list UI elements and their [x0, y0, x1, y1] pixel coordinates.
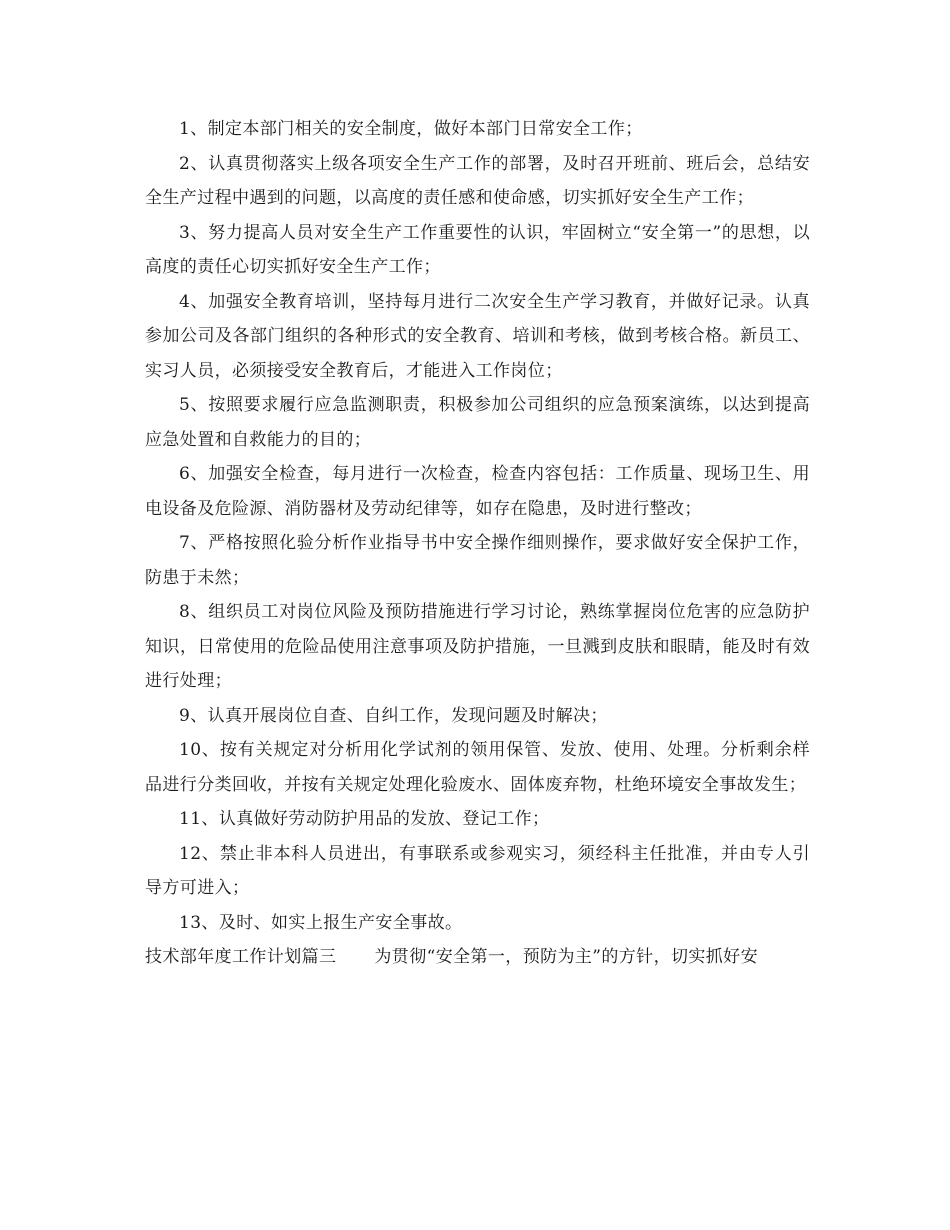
section-heading: 技术部年度工作计划篇三: [145, 947, 337, 967]
paragraph-9: 9、认真开展岗位自查、自纠工作，发现问题及时解决；: [179, 705, 608, 726]
paragraph-11: 11、认真做好劳动防护用品的发放、登记工作；: [179, 809, 550, 829]
paragraph-6: 6、加强安全检查，每月进行一次检查，检查内容包括：工作质量、现场卫生、用电设备及危险源、消防器材及劳动纪律等，如存在隐患，及时进行整改；: [145, 464, 810, 519]
section-lead-text: 为贯彻“安全第一，预防为主”的方针，切实抓好安: [374, 947, 758, 967]
paragraph-13: 13、及时、如实上报生产安全事故。: [179, 912, 463, 933]
paragraph-3: 3、努力提高人员对安全生产工作重要性的认识，牢固树立“安全第一”的思想，以高度的责任心切实抓好安全生产工作；: [145, 222, 810, 277]
paragraph-8: 8、组织员工对岗位风险及预防措施进行学习讨论，熟练掌握岗位危害的应急防护知识，日常使用的危险品使用注意事项及防护措施，一旦溅到皮肤和眼睛，能及时有效进行处理；: [145, 602, 810, 691]
paragraph-10: 10、按有关规定对分析用化学试剂的领用保管、发放、使用、处理。分析剩余样品进行分类回收，并按有关规定处理化验废水、固体废弃物，杜绝环境安全事故发生；: [145, 740, 810, 795]
paragraph-12: 12、禁止非本科人员进出，有事联系或参观实习，须经科主任批准，并由专人引导方可进入；: [145, 843, 810, 898]
paragraph-5: 5、按照要求履行应急监测职责，积极参加公司组织的应急预案演练，以达到提高应急处置和自救能力的目的；: [145, 395, 810, 450]
document-body: [145, 112, 810, 975]
paragraph-7: 7、严格按照化验分析作业指导书中安全操作细则操作，要求做好安全保护工作，防患于未然；: [145, 533, 810, 588]
paragraph-4: 4、加强安全教育培训，坚持每月进行二次安全生产学习教育，并做好记录。认真参加公司及各部门组织的各种形式的安全教育、培训和考核，做到考核合格。新员工、实习人员，必须接受安全教育后，才能进入工作岗位；: [145, 291, 810, 381]
section-heading-line: [145, 940, 810, 975]
paragraph-2: 2、认真贯彻落实上级各项安全生产工作的部署，及时召开班前、班后会，总结安全生产过程中遇到的问题，以高度的责任感和使命感，切实抓好安全生产工作；: [145, 153, 810, 208]
paragraph-1: 1、制定本部门相关的安全制度，做好本部门日常安全工作；: [179, 119, 643, 139]
